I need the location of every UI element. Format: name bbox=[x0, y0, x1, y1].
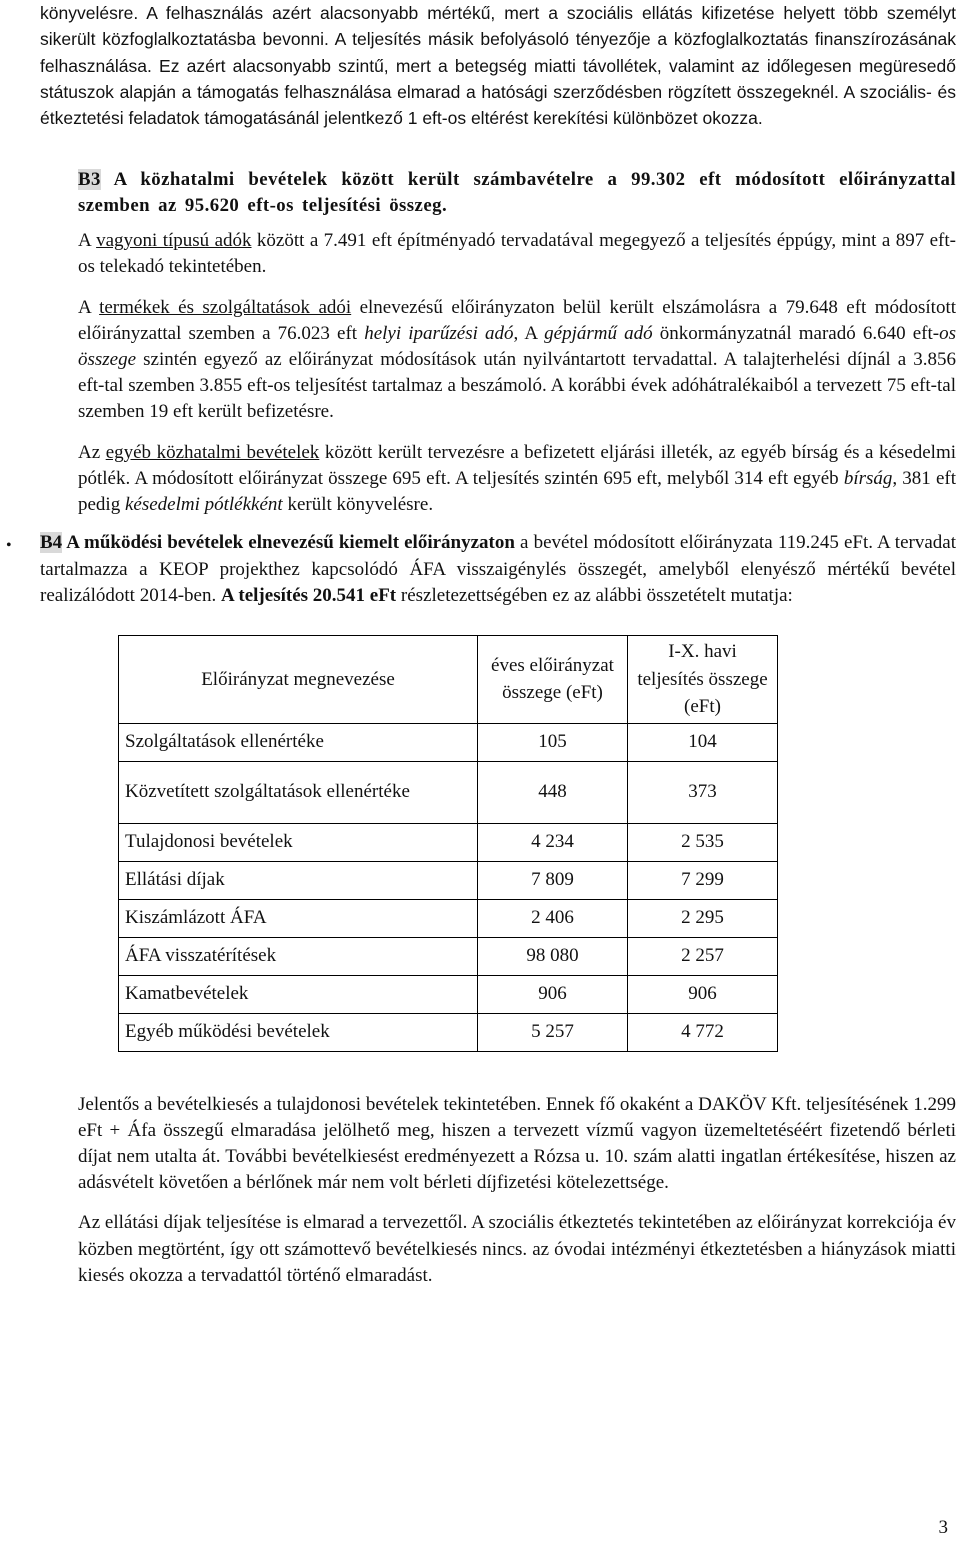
row-plan: 4 234 bbox=[478, 823, 628, 861]
row-actual: 7 299 bbox=[628, 861, 778, 899]
row-actual: 2 257 bbox=[628, 937, 778, 975]
text-run: , 381 eft pedig bbox=[78, 467, 956, 516]
italic-term: -os összege bbox=[78, 322, 956, 370]
table-header-row bbox=[119, 635, 778, 723]
row-name: Szolgáltatások ellenértéke bbox=[119, 723, 478, 761]
b3-heading-text: A közhatalmi bevételek között került számbavételre a 99.302 eft módosított előirányzattal szemben az 95.620 eft-os teljesítési összeg. bbox=[78, 169, 956, 217]
row-name: Ellátási díjak bbox=[119, 861, 478, 899]
row-plan: 906 bbox=[478, 975, 628, 1013]
header-name: Előirányzat megnevezése bbox=[119, 635, 478, 723]
row-plan: 2 406 bbox=[478, 899, 628, 937]
intro-paragraph: könyvelésre. A felhasználás azért alacsonyabb mértékű, mert a szociális ellátás kifizetése helyett több személyt sikerült közfoglalkoztatásba bevonni. A teljesítés másik befolyásoló tényezője a közfoglalkoztatás finanszírozásának felhasználása. Ez azért alacsonyabb szintű, mert a betegség miatti távollétek, valamint az időlegesen megüresedő státuszok alapján a támogatás felhasználása elmarad a hatósági szerződésben rögzített összegeknél. A szociális- és étkeztetési feladatok támogatásánál jelentkező 1 eft-os eltérést kerekítési különbözet okozza. bbox=[40, 3, 956, 128]
ellatasi-paragraph: Az ellátási díjak teljesítése is elmarad a tervezettől. A szociális étkeztetés tekintetében az előirányzat korrekciója év közben megtörtént, így ott számottevő bevételkiesés nincs. az óvodai intézményi étkeztetésben a hiányzások miatti kiesés okozza a tervadattól történő elmaradást. bbox=[78, 1212, 956, 1286]
page-number: 3 bbox=[938, 1517, 948, 1538]
underlined-term: egyéb közhatalmi bevételek bbox=[105, 441, 320, 463]
bold-run: A teljesítés 20.541 eFt bbox=[220, 584, 397, 606]
b3-egyeb-paragraph bbox=[78, 440, 956, 519]
b3-label: B3 bbox=[78, 169, 101, 191]
text-run: A bbox=[78, 296, 100, 318]
table-row bbox=[119, 761, 778, 823]
row-name: Tulajdonosi bevételek bbox=[119, 823, 478, 861]
header-plan: éves előirányzat összege (eFt) bbox=[478, 635, 628, 723]
table-row bbox=[119, 823, 778, 861]
table-row bbox=[119, 899, 778, 937]
text-run: , A bbox=[513, 322, 545, 344]
table-row bbox=[119, 937, 778, 975]
row-actual: 104 bbox=[628, 723, 778, 761]
row-plan: 105 bbox=[478, 723, 628, 761]
table-row bbox=[119, 1013, 778, 1051]
bold-run: A működési bevételek elnevezésű kiemelt előirányzaton bbox=[62, 532, 515, 554]
analysis-section bbox=[78, 1092, 956, 1290]
italic-term: gépjármű adó bbox=[544, 322, 653, 344]
row-plan: 98 080 bbox=[478, 937, 628, 975]
row-actual: 2 535 bbox=[628, 823, 778, 861]
italic-term: bírság bbox=[843, 467, 893, 489]
b3-heading bbox=[78, 167, 956, 219]
row-actual: 2 295 bbox=[628, 899, 778, 937]
document-page bbox=[6, 0, 957, 1289]
revenue-table bbox=[118, 635, 778, 1052]
row-name: ÁFA visszatérítések bbox=[119, 937, 478, 975]
text-run: Az bbox=[78, 441, 106, 463]
text-run: a bevétel módosított előirányzata 119.245 eFt. A tervadat tartalmazza a KEOP projekthez kapcsolódó ÁFA visszaigénylés összegét, amelyből elenyésző mértékű bevétel realizálódott 2014-ben. bbox=[40, 532, 956, 606]
table-row bbox=[119, 975, 778, 1013]
b3-vagyoni-paragraph bbox=[78, 228, 956, 280]
row-plan: 448 bbox=[478, 761, 628, 823]
row-actual: 4 772 bbox=[628, 1013, 778, 1051]
row-name: Kamatbevételek bbox=[119, 975, 478, 1013]
section-b3 bbox=[78, 167, 956, 518]
text-run: között került tervezésre a befizetett eljárási illeték, az egyéb bírság és a késedelmi pótlék. A módosított előirányzat összege 695 eft. A teljesítés szintén 695 eft, melyből 314 eft egyéb bbox=[78, 441, 957, 489]
row-plan: 7 809 bbox=[478, 861, 628, 899]
text-run: A bbox=[78, 230, 97, 252]
row-name: Kiszámlázott ÁFA bbox=[119, 899, 478, 937]
italic-term: helyi iparűzési adó bbox=[364, 322, 514, 344]
text-run: között a 7.491 eft építményadó tervadatával megegyező a teljesítés éppúgy, mint a 897 eft-os telekadó tekintetében. bbox=[78, 230, 956, 278]
underlined-term: vagyoni típusú adók bbox=[96, 230, 252, 252]
b4-label: B4 bbox=[40, 532, 63, 554]
underlined-term: termékek és szolgáltatások adói bbox=[99, 296, 352, 318]
bullet-icon: • bbox=[6, 537, 12, 555]
b3-termekek-paragraph bbox=[78, 295, 956, 426]
row-actual: 373 bbox=[628, 761, 778, 823]
b4-paragraph bbox=[40, 530, 956, 609]
table-row bbox=[119, 723, 778, 761]
row-name: Egyéb működési bevételek bbox=[119, 1013, 478, 1051]
text-run: elnevezésű előirányzaton belül került elszámolásra a 79.648 eft módosított előirányzattal szemben a 76.023 eft bbox=[78, 296, 956, 344]
tulajdonosi-paragraph: Jelentős a bevételkiesés a tulajdonosi bevételek tekintetében. Ennek fő okaként a DAKÖV Kft. teljesítésének 1.299 eFt + Áfa összegű elmaradása jelölhető meg, hiszen a tervezett vízmű vagyon üzemeltetéséért fizetendő bérleti díjat nem utalta át. További bevételkiesést eredményezett a Rózsa u. 10. szám alatti ingatlan értékesítése, hiszen az adásvételt követően a bérlőnek már nem volt bérleti díjfizetési kötelezettsége. bbox=[78, 1093, 956, 1194]
text-run: részletezettségében ez az alábbi összetételt mutatja: bbox=[396, 584, 793, 606]
header-actual: I-X. havi teljesítés összege (eFt) bbox=[628, 635, 778, 723]
table-row bbox=[119, 861, 778, 899]
text-run: szintén egyező az előirányzat módosítások után nyilvántartott tervadattal. A talajterhelési díjnál a 3.856 eft-tal szemben 3.855 eft-os teljesítést tartalmaz a beszámoló. A korábbi évek adóhátralékaiból a tervezett 75 eft-tal szemben 19 eft került befizetésre. bbox=[78, 349, 956, 423]
row-name: Közvetített szolgáltatások ellenértéke bbox=[119, 761, 478, 823]
row-plan: 5 257 bbox=[478, 1013, 628, 1051]
section-b4 bbox=[6, 530, 956, 609]
italic-term: késedelmi pótlékként bbox=[124, 494, 283, 516]
text-run: önkormányzatnál maradó 6.640 eft bbox=[652, 322, 933, 344]
row-actual: 906 bbox=[628, 975, 778, 1013]
text-run: került könyvelésre. bbox=[282, 494, 434, 516]
